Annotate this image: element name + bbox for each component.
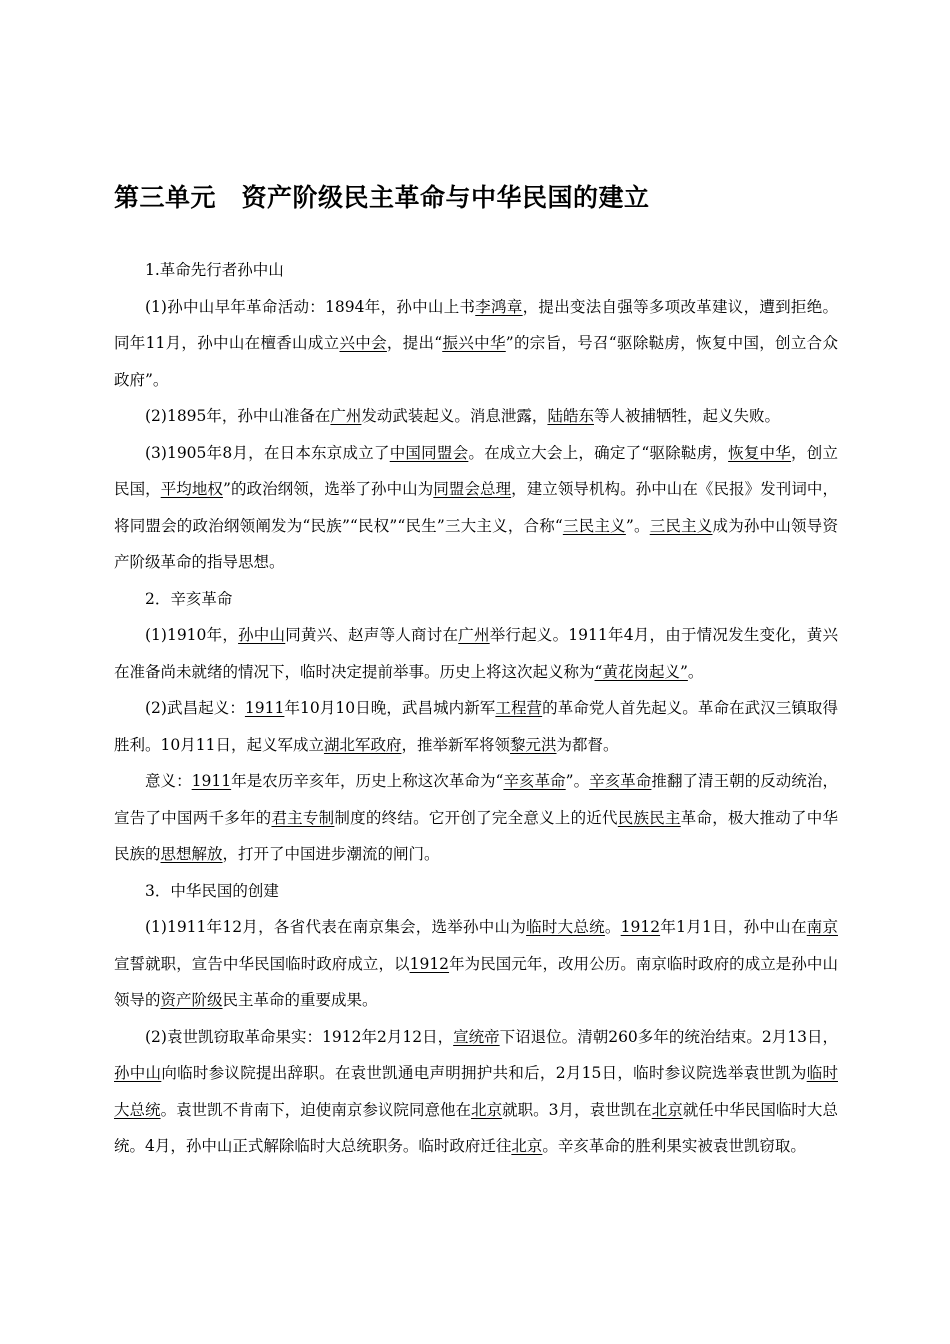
underlined-term: 同盟会总理: [433, 480, 512, 498]
text-run: ，提出“: [386, 334, 443, 352]
section-heading: [114, 252, 838, 289]
text-run: 意义：: [145, 772, 192, 790]
underlined-term: 工程营: [495, 699, 543, 717]
underlined-term: 兴中会: [339, 334, 387, 352]
underlined-term: 孙中山: [114, 1064, 162, 1082]
underlined-term: 北京: [471, 1100, 503, 1119]
text-run: 年1月1日，孙中山在: [660, 918, 807, 936]
text-run: ，创立民国，: [114, 443, 838, 498]
text-run: 推翻了清王朝的反动统治，宣告了中国两千多年的: [114, 772, 838, 827]
text-run: ，推举新军将领: [401, 735, 510, 754]
text-run: 。袁世凯不肯南下，迫使南京参议院同意他在: [160, 1100, 472, 1119]
text-run: 。: [687, 662, 704, 681]
text-run: ”。: [565, 772, 590, 790]
text-run: (3)1905年8月，在日本东京成立了: [145, 443, 390, 462]
paragraph: [114, 617, 838, 690]
text-run: 。: [604, 918, 621, 936]
underlined-term: 北京: [651, 1100, 683, 1119]
underlined-term: 民族民主: [617, 808, 681, 827]
underlined-term: 君主专制: [271, 808, 335, 827]
text-run: 。辛亥革命的胜利果实被袁世凯窃取。: [542, 1137, 806, 1155]
text-run: 2．辛亥革命: [145, 589, 233, 608]
underlined-term: 三民主义: [562, 516, 626, 535]
text-run: 。在成立大会上，确定了“驱除鞑虏，: [468, 443, 729, 462]
underlined-term: 黎元洪: [509, 735, 557, 754]
paragraph: [114, 435, 838, 581]
underlined-term: 恢复中华: [728, 443, 792, 462]
underlined-term: 南京: [806, 918, 838, 936]
underlined-term: 临时大总统: [114, 1064, 838, 1119]
text-run: 发动武装起义。消息泄露，: [361, 407, 548, 425]
text-run: 3．中华民国的创建: [145, 881, 279, 900]
paragraph: [114, 763, 838, 873]
underlined-term: 辛亥革命: [589, 772, 652, 790]
underlined-term: 北京: [511, 1137, 543, 1155]
text-run: 年10月10日晚，武昌城内新军: [284, 699, 496, 717]
paragraph: [114, 690, 838, 763]
section-heading: [114, 581, 838, 618]
text-run: 制度的终结。它开创了完全意义上的近代: [334, 808, 618, 827]
page-title: 第三单元 资产阶级民主革命与中华民国的建立: [114, 183, 650, 212]
underlined-term: 广州: [458, 626, 490, 644]
underlined-term: 李鸿章: [475, 297, 523, 316]
underlined-term: “黄花岗起义”: [594, 662, 688, 681]
underlined-term: 思想解放: [160, 845, 223, 863]
underlined-term: 1911: [191, 772, 232, 790]
text-run: 成为孙中山领导资产阶级革命的指导思想。: [114, 516, 838, 571]
text-run: 革命，极大推动了中华民族的: [114, 808, 838, 863]
text-run: ”。: [625, 516, 650, 535]
section-heading: [114, 873, 838, 910]
underlined-term: 中国同盟会: [389, 443, 469, 462]
text-run: 为都督。: [556, 735, 619, 754]
text-run: 的革命党人首先起义。革命在武汉三镇取得胜利。10月11日，起义军成立: [114, 699, 838, 754]
underlined-term: 振兴中华: [442, 334, 506, 352]
underlined-term: 三民主义: [649, 516, 713, 535]
text-run: 年是农历辛亥年，历史上称这次革命为“: [231, 772, 504, 790]
underlined-term: 资产阶级: [160, 991, 223, 1009]
paragraph: [114, 289, 838, 399]
text-run: 就职。3月，袁世凯在: [502, 1100, 652, 1119]
text-run: (1)1910年，: [145, 626, 239, 644]
text-run: 举行起义。1911年4月，由于情况发生变化，黄兴在准备尚未就绪的情况下，临时决定提前举事。历史上将这次起义称为: [114, 626, 838, 681]
text-run: 民主革命的重要成果。: [222, 991, 378, 1009]
underlined-term: 辛亥革命: [503, 772, 566, 790]
underlined-term: 广州: [330, 407, 362, 425]
text-run: ，打开了中国进步潮流的闸门。: [222, 845, 440, 863]
text-run: 同黄兴、赵声等人商讨在: [285, 626, 459, 644]
paragraph: [114, 398, 838, 435]
underlined-term: 1911: [244, 699, 285, 717]
underlined-term: 临时大总统: [526, 918, 605, 936]
text-run: (2)1895年，孙中山准备在: [145, 407, 331, 425]
text-run: (2)袁世凯窃取革命果实：1912年2月12日，: [145, 1027, 454, 1046]
underlined-term: 孙中山: [238, 626, 286, 644]
text-run: 向临时参议院提出辞职。在袁世凯通电声明拥护共和后，2月15日，临时参议院选举袁世凯为: [161, 1064, 807, 1082]
underlined-term: 1912: [409, 954, 450, 973]
paragraph: [114, 909, 838, 1019]
text-run: 就任中华民国临时大总统。4月，孙中山正式解除临时大总统职务。临时政府迁往: [114, 1100, 838, 1155]
text-run: (2)武昌起义：: [145, 699, 245, 717]
underlined-term: 平均地权: [160, 480, 223, 498]
underlined-term: 1912: [620, 918, 661, 936]
text-run: 宣誓就职，宣告中华民国临时政府成立，以: [114, 954, 410, 973]
text-run: ”的宗旨，号召“驱除鞑虏，恢复中国，创立合众政府”。: [114, 334, 838, 389]
underlined-term: 湖北军政府: [323, 735, 402, 754]
text-run: ，提出变法自强等多项改革建议，遭到拒绝。同年11月，孙中山在檀香山成立: [114, 297, 838, 352]
underlined-term: 宣统帝: [453, 1027, 500, 1046]
text-run: (1)孙中山早年革命活动：1894年，孙中山上书: [145, 297, 476, 316]
document-body: [114, 252, 838, 1165]
text-run: (1)1911年12月，各省代表在南京集会，选举孙中山为: [145, 918, 527, 936]
text-run: ”的政治纲领，选举了孙中山为: [222, 480, 434, 498]
paragraph: [114, 1019, 838, 1165]
underlined-term: 陆皓东: [547, 407, 594, 425]
text-run: ，建立领导机构。孙中山在《民报》发刊词中，将同盟会的政治纲领阐发为“民族”“民权”“民生”三大主义，合称“: [114, 480, 838, 535]
text-run: 下诏退位。清朝260多年的统治结束。2月13日，: [499, 1027, 838, 1046]
text-run: 等人被捕牺牲，起义失败。: [593, 407, 780, 425]
text-run: 1.革命先行者孙中山: [145, 261, 284, 279]
text-run: 年为民国元年，改用公历。南京临时政府的成立是孙中山领导的: [114, 954, 838, 1009]
